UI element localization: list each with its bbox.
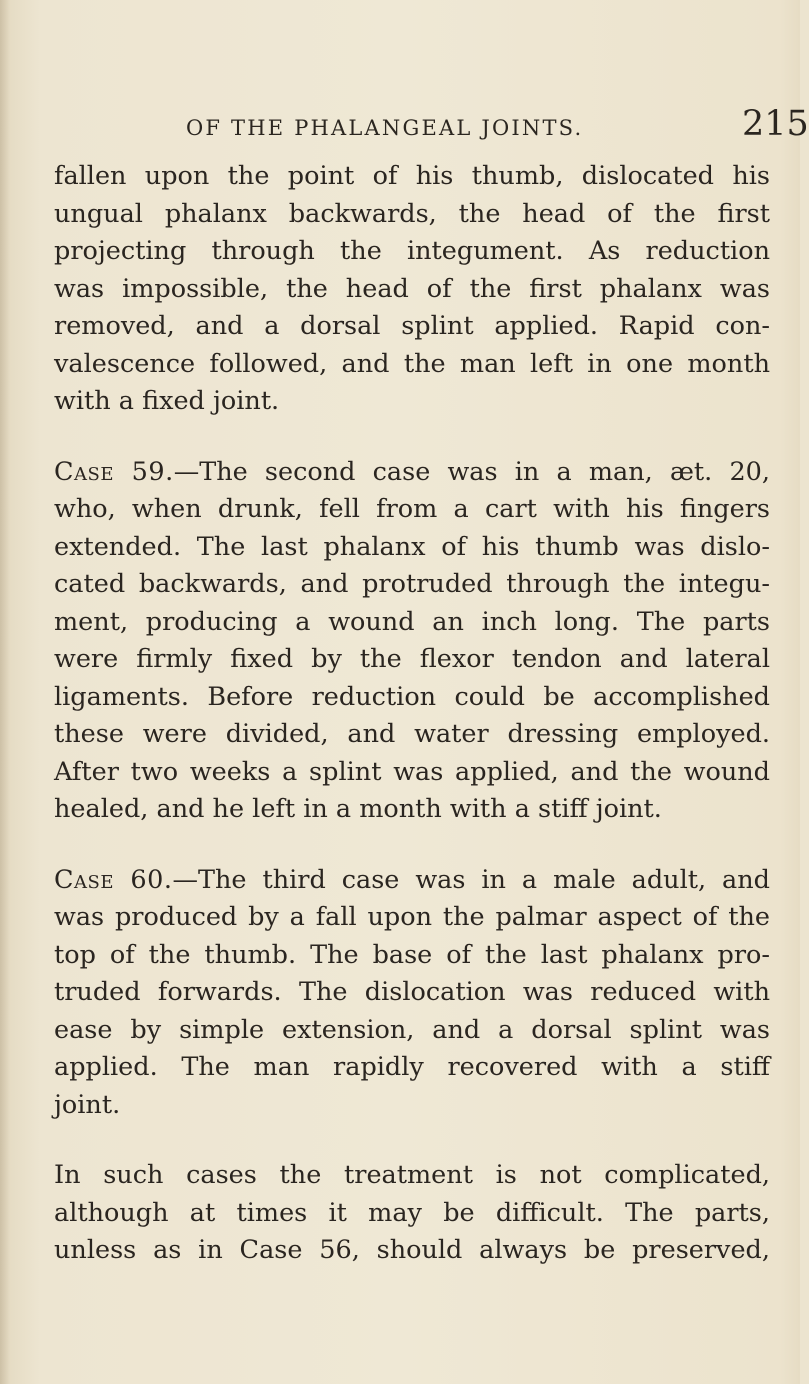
case-label: Case 60.: [54, 864, 173, 895]
text-line: ligaments. Before reduction could be accomplished: [54, 681, 770, 712]
text-line: ment, producing a wound an inch long. The parts: [54, 606, 770, 637]
text-line: unless as in Case 56, should always be preserved,: [54, 1235, 770, 1265]
paragraph-case-60: [54, 862, 770, 1125]
text-line: was produced by a fall upon the palmar aspect of the: [54, 902, 770, 932]
text-line: was impossible, the head of the first phalanx was: [54, 273, 770, 304]
text-line: truded forwards. The dislocation was reduced with: [54, 977, 770, 1007]
text-line: removed, and a dorsal splint applied. Rapid con-: [54, 311, 770, 341]
text-line: healed, and he left in a month with a stiff joint.: [54, 794, 662, 824]
text-line: these were divided, and water dressing employed.: [54, 719, 770, 749]
paragraph-4: [54, 1157, 770, 1270]
case-label: Case 59.: [54, 456, 174, 487]
gutter-shadow: [0, 0, 10, 1384]
paragraph-case-59: [54, 454, 770, 829]
text-line-rest: —The third case was in a male adult, and: [172, 864, 770, 895]
text-line: ungual phalanx backwards, the head of the first: [54, 198, 770, 229]
text-line: who, when drunk, fell from a cart with his fingers: [54, 494, 770, 524]
text-line-rest: —The second case was in a man, æt. 20,: [173, 456, 771, 487]
text-line: valescence followed, and the man left in one month: [54, 348, 770, 379]
text-line: In such cases the treatment is not complicated,: [54, 1160, 770, 1190]
running-head: [0, 104, 809, 152]
text-line: were firmly fixed by the flexor tendon and lateral: [54, 644, 770, 674]
text-line: extended. The last phalanx of his thumb was dislo-: [54, 531, 770, 562]
paragraph-1: [54, 158, 770, 421]
text-line: joint.: [54, 1089, 121, 1120]
text-line-first: [54, 862, 770, 900]
text-line: cated backwards, and protruded through the integu-: [54, 569, 770, 599]
text-line: applied. The man rapidly recovered with a stiff: [54, 1052, 770, 1082]
text-line: with a fixed joint.: [54, 386, 280, 416]
text-line: fallen upon the point of his thumb, dislocated his: [54, 161, 770, 191]
text-line: ease by simple extension, and a dorsal splint was: [54, 1014, 770, 1045]
text-line: After two weeks a splint was applied, and the wound: [54, 756, 770, 787]
text-line: top of the thumb. The base of the last phalanx pro-: [54, 939, 770, 970]
page-number: 215: [742, 104, 809, 144]
body-text: [54, 158, 770, 1303]
running-title: OF THE PHALANGEAL JOINTS.: [186, 116, 584, 140]
text-line: projecting through the integument. As reduction: [54, 236, 770, 266]
text-line: although at times it may be difficult. The parts,: [54, 1197, 770, 1228]
text-line-first: [54, 454, 770, 492]
